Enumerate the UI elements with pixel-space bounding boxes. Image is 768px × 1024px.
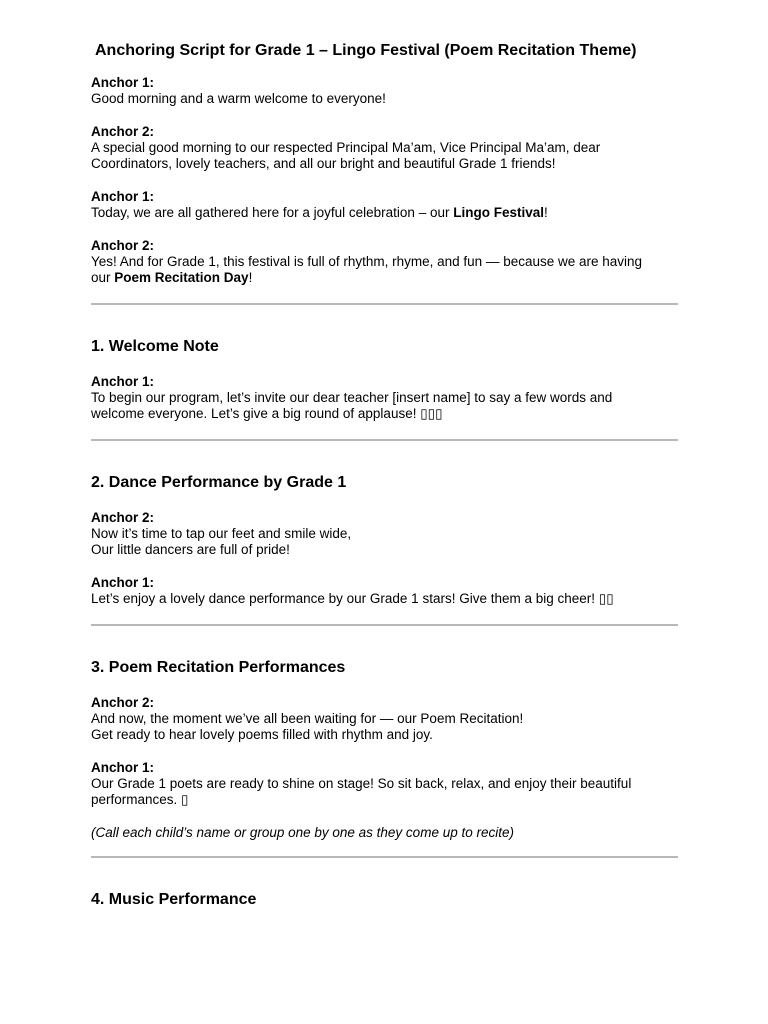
script-line [91, 526, 681, 542]
script-section [91, 473, 681, 607]
dialogue-block [91, 575, 681, 607]
intro-section [91, 75, 681, 305]
dialogue-block [91, 189, 681, 221]
script-line [91, 776, 681, 792]
text-run: Today, we are all gathered here for a joyful celebration – our [91, 205, 454, 220]
script-section [91, 658, 681, 841]
script-line [91, 254, 681, 270]
script-line [91, 711, 681, 727]
script-sections [91, 337, 681, 910]
text-run: Our Grade 1 poets are ready to shine on stage! So sit back, relax, and enjoy their beautiful [91, 776, 632, 791]
speaker-label: Anchor 1: [91, 760, 155, 775]
script-line [91, 792, 681, 808]
text-run: ! [248, 270, 253, 285]
speaker-label: Anchor 1: [91, 374, 155, 389]
speaker-label: Anchor 2: [91, 124, 155, 139]
script-section [91, 890, 681, 910]
document-title: Anchoring Script for Grade 1 – Lingo Festival (Poem Recitation Theme) [95, 42, 637, 59]
speaker-label: Anchor 2: [91, 238, 155, 253]
speaker-label: Anchor 1: [91, 575, 155, 590]
speaker-label: Anchor 1: [91, 75, 155, 90]
text-run: To begin our program, let’s invite our dear teacher [insert name] to say a few words and [91, 390, 613, 405]
dialogue-block [91, 75, 681, 107]
script-line [91, 205, 681, 221]
dialogue-block [91, 760, 681, 808]
section-heading: 1. Welcome Note [91, 338, 219, 355]
script-line [91, 156, 681, 172]
section-divider [91, 856, 678, 858]
dialogue-block [91, 374, 681, 422]
text-run: welcome everyone. Let’s give a big round of applause! ▯▯▯ [91, 406, 443, 421]
stage-direction: (Call each child’s name or group one by one as they come up to recite) [91, 825, 514, 840]
script-line [91, 270, 681, 286]
script-line [91, 140, 681, 156]
dialogue-block [91, 124, 681, 172]
script-line [91, 91, 681, 107]
speaker-label: Anchor 1: [91, 189, 155, 204]
script-line [91, 727, 681, 743]
text-run: And now, the moment we’ve all been waiting for — our Poem Recitation! [91, 711, 524, 726]
section-heading: 2. Dance Performance by Grade 1 [91, 474, 347, 491]
text-run: Now it’s time to tap our feet and smile wide, [91, 526, 352, 541]
text-run: Let’s enjoy a lovely dance performance by our Grade 1 stars! Give them a big cheer! ▯▯ [91, 591, 614, 606]
script-line [91, 542, 681, 558]
bold-term: Lingo Festival [453, 205, 544, 220]
speaker-label: Anchor 2: [91, 510, 155, 525]
section-heading: 4. Music Performance [91, 891, 257, 908]
text-run: Get ready to hear lovely poems filled with rhythm and joy. [91, 727, 433, 742]
text-run: performances. ▯ [91, 792, 189, 807]
document-page [91, 40, 681, 927]
script-line [91, 406, 681, 422]
section-divider [91, 439, 678, 441]
bold-term: Poem Recitation Day [114, 270, 249, 285]
section-divider [91, 624, 678, 626]
text-run: ! [543, 205, 548, 220]
dialogue-block [91, 695, 681, 743]
dialogue-block [91, 238, 681, 286]
dialogue-block [91, 510, 681, 558]
speaker-label: Anchor 2: [91, 695, 155, 710]
section-divider [91, 303, 678, 305]
script-line [91, 591, 681, 607]
text-run: Yes! And for Grade 1, this festival is full of rhythm, rhyme, and fun — because we are having [91, 254, 643, 269]
text-run: our [91, 270, 115, 285]
section-heading: 3. Poem Recitation Performances [91, 659, 346, 676]
text-run: Good morning and a warm welcome to everyone! [91, 91, 386, 106]
text-run: Our little dancers are full of pride! [91, 542, 290, 557]
text-run: A special good morning to our respected Principal Ma’am, Vice Principal Ma’am, dear [91, 140, 601, 155]
script-section [91, 337, 681, 422]
script-line [91, 390, 681, 406]
text-run: Coordinators, lovely teachers, and all our bright and beautiful Grade 1 friends! [91, 156, 556, 171]
